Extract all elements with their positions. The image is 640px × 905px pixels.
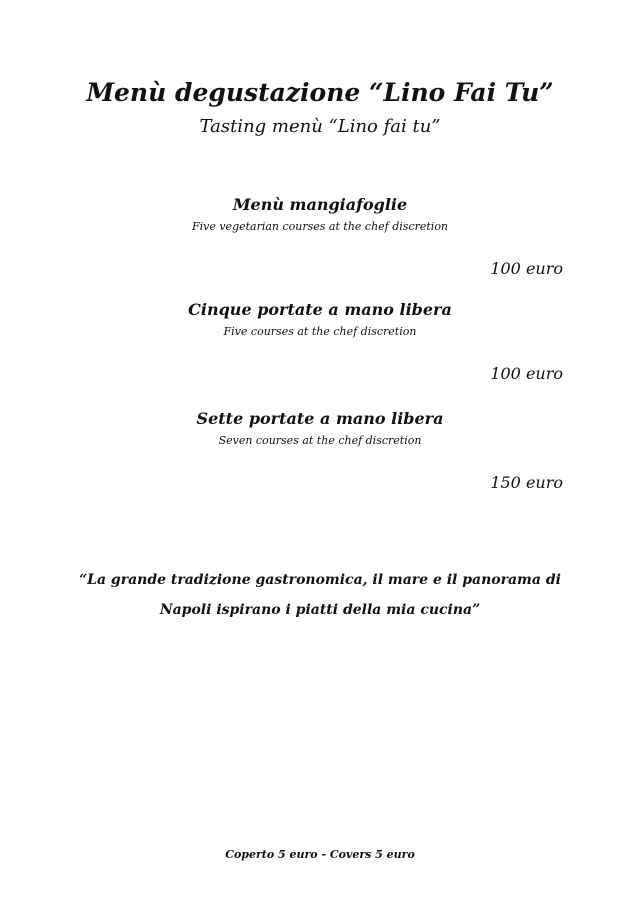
menu-item-description: Five courses at the chef discretion bbox=[223, 325, 417, 338]
menu-item-name: Sette portate a mano libera bbox=[196, 409, 444, 428]
cover-charge-note: Coperto 5 euro - Covers 5 euro bbox=[225, 848, 415, 861]
menu-item-price: 100 euro bbox=[490, 259, 563, 278]
chef-quote: “La grande tradizione gastronomica, il mare e il panorama di Napoli ispirano i piatti della mia cucina” bbox=[79, 572, 561, 618]
page-subtitle: Tasting menù “Lino fai tu” bbox=[199, 116, 441, 137]
menu-item-description: Seven courses at the chef discretion bbox=[218, 434, 422, 447]
menu-item-price: 100 euro bbox=[490, 364, 563, 383]
menu-item-description: Five vegetarian courses at the chef discretion bbox=[191, 220, 449, 233]
menu-item-name: Cinque portate a mano libera bbox=[188, 300, 452, 319]
page-title: Menù degustazione “Lino Fai Tu” bbox=[86, 78, 554, 107]
menu-item-name: Menù mangiafoglie bbox=[232, 195, 408, 214]
menu-item-price: 150 euro bbox=[490, 473, 563, 492]
